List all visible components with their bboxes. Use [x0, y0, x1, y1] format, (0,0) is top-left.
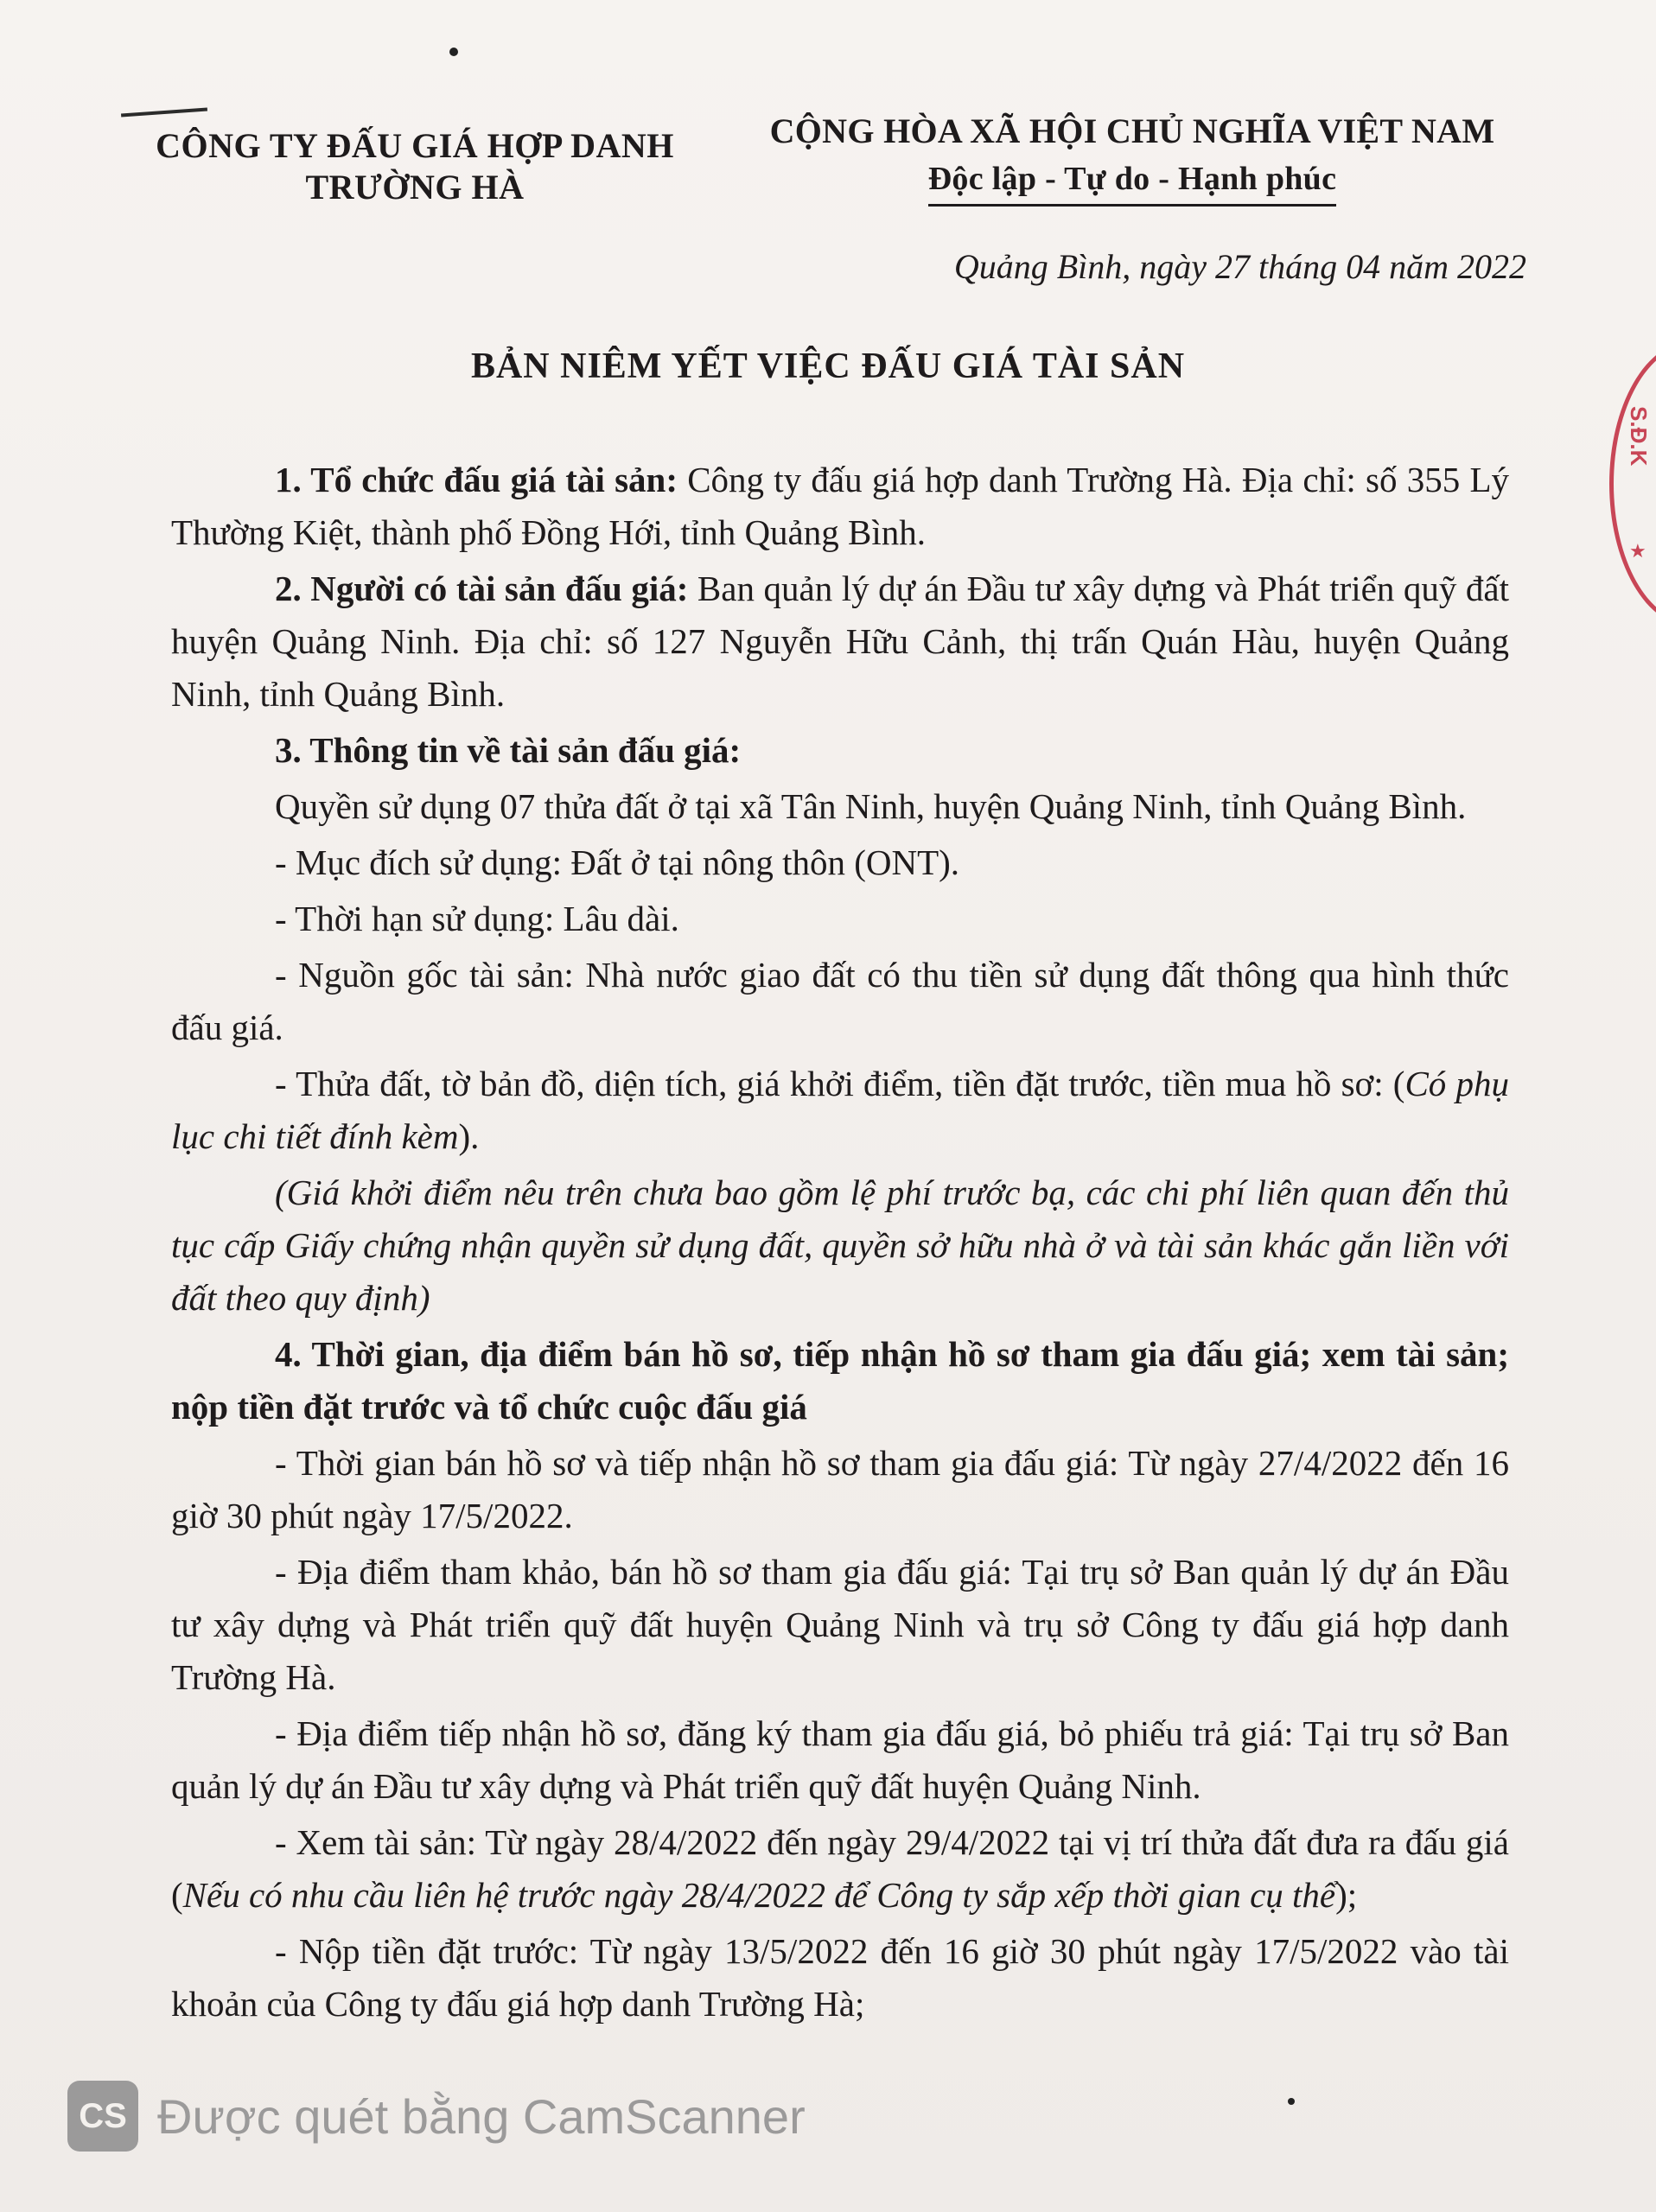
document-body: [171, 454, 1509, 2031]
asset-viewing-end: );: [1335, 1875, 1358, 1915]
parcel-details-end: ).: [458, 1116, 480, 1156]
document-sale-period: - Thời gian bán hồ sơ và tiếp nhận hồ sơ tham gia đấu giá: Từ ngày 27/4/2022 đến 16 giờ 30 phút ngày 17/5/2022.: [171, 1443, 1509, 1535]
section-2-label: 2. Người có tài sản đấu giá:: [275, 569, 689, 608]
asset-origin: - Nguồn gốc tài sản: Nhà nước giao đất có thu tiền sử dụng đất thông qua hình thức đấu giá.: [171, 955, 1509, 1047]
parcel-details: [171, 1058, 1509, 1163]
document-sale-location: - Địa điểm tham khảo, bán hồ sơ tham gia đấu giá: Tại trụ sở Ban quản lý dự án Đầu tư xây dựng và Phát triển quỹ đất huyện Quảng Ninh và trụ sở Công ty đấu giá hợp danh Trường Hà.: [171, 1552, 1509, 1697]
watermark-text: Được quét bằng CamScanner: [157, 2088, 806, 2144]
issuer-header: [130, 125, 700, 208]
registration-location: - Địa điểm tiếp nhận hồ sơ, đăng ký tham gia đấu giá, bỏ phiếu trả giá: Tại trụ sở Ban quản lý dự án Đầu tư xây dựng và Phát triển quỹ đất huyện Quảng Ninh.: [171, 1713, 1509, 1806]
land-use-term: - Thời hạn sử dụng: Lâu dài.: [275, 899, 679, 938]
starting-price-note: (Giá khởi điểm nêu trên chưa bao gồm lệ phí trước bạ, các chi phí liên quan đến thủ tục cấp Giấy chứng nhận quyền sử dụng đất, quyền sở hữu nhà ở và tài sản khác gắn liền với đất theo quy định): [171, 1173, 1509, 1318]
stamp-star-icon: ★: [1629, 540, 1646, 562]
section-1-label: 1. Tổ chức đấu giá tài sản:: [275, 460, 678, 499]
national-header: [717, 108, 1547, 207]
section-4-label: 4. Thời gian, địa điểm bán hồ sơ, tiếp nhận hồ sơ tham gia đấu giá; xem tài sản; nộp tiền đặt trước và tổ chức cuộc đấu giá: [171, 1334, 1509, 1427]
asset-viewing-text: - Xem tài sản: Từ ngày 28/4/2022 đến ngày 29/4/2022 tại vị trí thửa đất đưa ra đấu giá (: [171, 1822, 1509, 1915]
section-1: [171, 454, 1509, 559]
camscanner-watermark: [67, 2081, 806, 2152]
country-name: CỘNG HÒA XÃ HỘI CHỦ NGHĨA VIỆT NAM: [769, 111, 1495, 150]
appendix-note: Có phụ lục chi tiết đính kèm: [171, 1064, 1509, 1156]
asset-viewing-note: Nếu có nhu cầu liên hệ trước ngày 28/4/2022 để Công ty sắp xếp thời gian cụ thể: [182, 1875, 1336, 1915]
section-2-text: Ban quản lý dự án Đầu tư xây dựng và Phát triển quỹ đất huyện Quảng Ninh. Địa chỉ: số 127 Nguyễn Hữu Cảnh, thị trấn Quán Hàu, huyện Quảng Ninh, tỉnh Quảng Bình.: [171, 569, 1509, 714]
section-3-label: 3. Thông tin về tài sản đấu giá:: [275, 730, 742, 770]
ink-speck: [449, 48, 458, 56]
stamp-text: S.Đ.K: [1626, 406, 1652, 467]
ink-mark: [121, 108, 207, 118]
ink-speck: [1288, 2098, 1295, 2105]
place-date: Quảng Bình, ngày 27 tháng 04 năm 2022: [953, 247, 1526, 286]
deposit-payment: - Nộp tiền đặt trước: Từ ngày 13/5/2022 đến 16 giờ 30 phút ngày 17/5/2022 vào tài khoản của Công ty đấu giá hợp danh Trường Hà;: [171, 1931, 1509, 2024]
asset-description: Quyền sử dụng 07 thửa đất ở tại xã Tân Ninh, huyện Quảng Ninh, tỉnh Quảng Bình.: [275, 786, 1467, 826]
national-motto: Độc lập - Tự do - Hạnh phúc: [928, 156, 1337, 207]
section-1-text: Công ty đấu giá hợp danh Trường Hà. Địa chỉ: số 355 Lý Thường Kiệt, thành phố Đồng Hới, tỉnh Quảng Bình.: [171, 460, 1510, 552]
asset-viewing: [171, 1816, 1509, 1922]
document-title: BẢN NIÊM YẾT VIỆC ĐẤU GIÁ TÀI SẢN: [470, 346, 1186, 386]
land-use-purpose: - Mục đích sử dụng: Đất ở tại nông thôn (ONT).: [275, 842, 960, 882]
section-2: [171, 563, 1509, 721]
issuer-name-line1: CÔNG TY ĐẤU GIÁ HỢP DANH: [156, 126, 674, 165]
camscanner-logo-icon: CS: [67, 2081, 138, 2152]
issuer-name-line2: TRƯỜNG HÀ: [305, 168, 525, 207]
parcel-details-text: - Thửa đất, tờ bản đồ, diện tích, giá khởi điểm, tiền đặt trước, tiền mua hồ sơ: (: [275, 1064, 1405, 1103]
